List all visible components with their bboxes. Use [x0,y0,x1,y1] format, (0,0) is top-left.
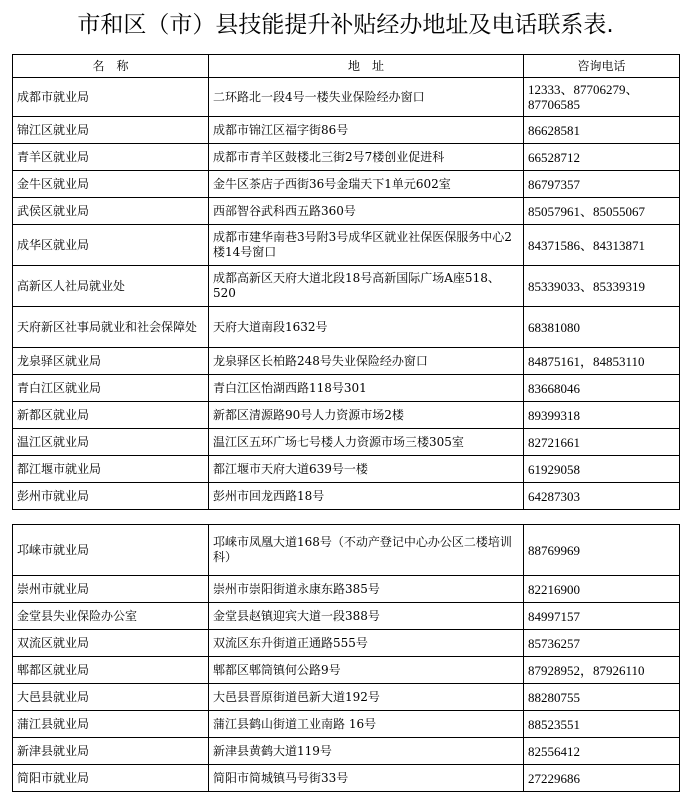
table-row [13,402,680,429]
office-name: 青羊区就业局 [13,144,209,171]
office-name: 天府新区社事局就业和社会保障处 [13,307,209,348]
table-row [13,657,680,684]
contact-table [12,54,680,792]
office-name: 新都区就业局 [13,402,209,429]
office-phone: 84875161，84853110 [524,348,680,375]
office-phone: 88280755 [524,684,680,711]
table-row [13,307,680,348]
office-name: 蒲江县就业局 [13,711,209,738]
office-name: 高新区人社局就业处 [13,266,209,307]
office-address: 成都市青羊区鼓楼北三街2号7楼创业促进科 [209,144,524,171]
header-name: 名 称 [13,55,209,78]
office-name: 都江堰市就业局 [13,456,209,483]
office-phone: 85057961、85055067 [524,198,680,225]
table-row [13,603,680,630]
table-row [13,171,680,198]
office-phone: 82216900 [524,576,680,603]
office-name: 金牛区就业局 [13,171,209,198]
office-phone: 66528712 [524,144,680,171]
office-phone: 89399318 [524,402,680,429]
office-phone: 82721661 [524,429,680,456]
office-name: 邛崃市就业局 [13,525,209,576]
table-row [13,198,680,225]
table-row [13,78,680,117]
office-address: 成都市锦江区福字街86号 [209,117,524,144]
office-address: 彭州市回龙西路18号 [209,483,524,510]
office-name: 武侯区就业局 [13,198,209,225]
office-address: 二环路北一段4号一楼失业保险经办窗口 [209,78,524,117]
office-address: 成都市建华南巷3号附3号成华区就业社保医保服务中心2楼14号窗口 [209,225,524,266]
office-address: 成都高新区天府大道北段18号高新国际广场A座518、520 [209,266,524,307]
table-row [13,738,680,765]
office-address: 崇州市崇阳街道永康东路385号 [209,576,524,603]
office-phone: 12333、87706279、87706585 [524,78,680,117]
table-row [13,144,680,171]
office-address: 邛崃市凤凰大道168号（不动产登记中心办公区二楼培训科） [209,525,524,576]
office-name: 新津县就业局 [13,738,209,765]
table-header-row [13,55,680,78]
office-phone: 84371586、84313871 [524,225,680,266]
office-address: 龙泉驿区长柏路248号失业保险经办窗口 [209,348,524,375]
table-row [13,266,680,307]
office-address: 金堂县赵镇迎宾大道一段388号 [209,603,524,630]
document-title: 市和区（市）县技能提升补贴经办地址及电话联系表. [77,12,614,38]
office-address: 天府大道南段1632号 [209,307,524,348]
table-row [13,576,680,603]
table-row [13,429,680,456]
office-phone: 86628581 [524,117,680,144]
office-name: 大邑县就业局 [13,684,209,711]
office-address: 双流区东升街道正通路555号 [209,630,524,657]
office-phone: 88523551 [524,711,680,738]
table-row [13,765,680,792]
table-row [13,456,680,483]
office-name: 温江区就业局 [13,429,209,456]
office-name: 崇州市就业局 [13,576,209,603]
header-phone: 咨询电话 [524,55,680,78]
office-name: 简阳市就业局 [13,765,209,792]
office-name: 郫都区就业局 [13,657,209,684]
office-name: 彭州市就业局 [13,483,209,510]
office-address: 青白江区怡湖西路118号301 [209,375,524,402]
office-phone: 85339033、85339319 [524,266,680,307]
office-phone: 88769969 [524,525,680,576]
office-address: 都江堰市天府大道639号一楼 [209,456,524,483]
office-phone: 87928952，87926110 [524,657,680,684]
office-phone: 64287303 [524,483,680,510]
office-phone: 61929058 [524,456,680,483]
office-name: 成都市就业局 [13,78,209,117]
office-name: 双流区就业局 [13,630,209,657]
office-address: 温江区五环广场七号楼人力资源市场三楼305室 [209,429,524,456]
table-row [13,630,680,657]
office-phone: 82556412 [524,738,680,765]
office-name: 成华区就业局 [13,225,209,266]
header-address: 地 址 [209,55,524,78]
office-phone: 84997157 [524,603,680,630]
office-address: 金牛区茶店子西街36号金瑞天下1单元602室 [209,171,524,198]
office-address: 大邑县晋原街道邑新大道192号 [209,684,524,711]
office-name: 龙泉驿区就业局 [13,348,209,375]
table-row [13,711,680,738]
office-phone: 27229686 [524,765,680,792]
table-row [13,684,680,711]
table-row [13,525,680,576]
office-phone: 85736257 [524,630,680,657]
office-address: 简阳市简城镇马号街33号 [209,765,524,792]
office-phone: 83668046 [524,375,680,402]
office-address: 郫都区郫筒镇何公路9号 [209,657,524,684]
office-phone: 86797357 [524,171,680,198]
table-row [13,375,680,402]
office-address: 新津县黄鹤大道119号 [209,738,524,765]
table-row [13,483,680,510]
office-phone: 68381080 [524,307,680,348]
table-row [13,117,680,144]
office-address: 西部智谷武科西五路360号 [209,198,524,225]
table-row [13,348,680,375]
office-name: 锦江区就业局 [13,117,209,144]
office-address: 新都区清源路90号人力资源市场2楼 [209,402,524,429]
table-gap-row [13,510,680,525]
office-name: 金堂县失业保险办公室 [13,603,209,630]
table-row [13,225,680,266]
office-name: 青白江区就业局 [13,375,209,402]
office-address: 蒲江县鹤山街道工业南路 16号 [209,711,524,738]
